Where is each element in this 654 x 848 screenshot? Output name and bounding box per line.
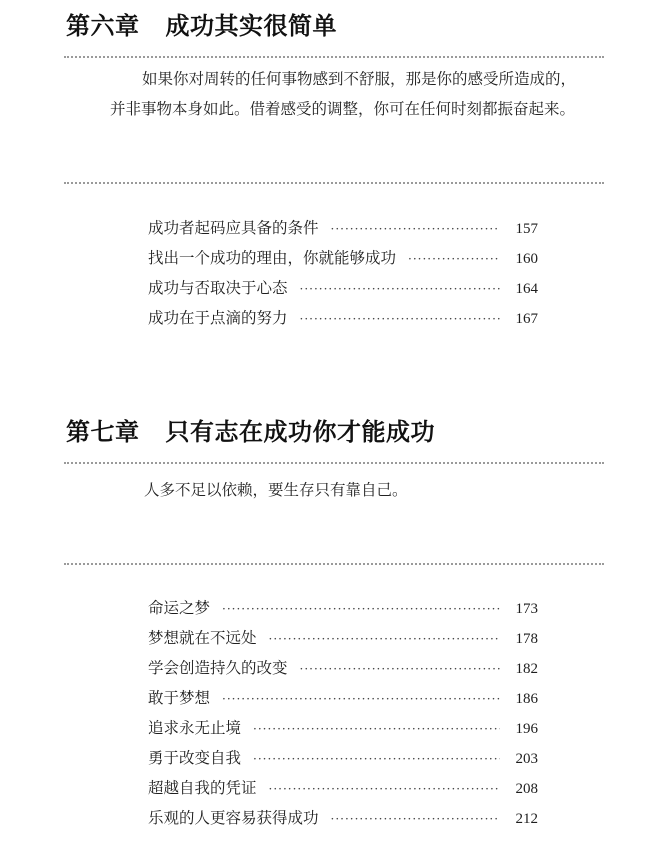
chapter-6-title: 成功其实很简单 bbox=[165, 11, 337, 40]
dot-leader bbox=[331, 812, 500, 826]
chapter-7-title: 只有志在成功你才能成功 bbox=[165, 417, 435, 446]
dot-leader bbox=[269, 782, 500, 796]
chapter-6-number: 第六章 bbox=[66, 11, 140, 40]
toc-entry-page: 157 bbox=[515, 221, 538, 237]
dot-leader bbox=[331, 222, 500, 236]
toc-entry-title: 命运之梦 bbox=[148, 599, 211, 617]
toc-entry-page: 167 bbox=[515, 311, 538, 327]
toc-entry-title: 成功在于点滴的努力 bbox=[148, 309, 288, 327]
toc-entry[interactable] bbox=[148, 626, 538, 656]
dot-leader bbox=[300, 312, 500, 326]
toc-entry-page: 173 bbox=[515, 601, 538, 617]
toc-entry[interactable] bbox=[148, 656, 538, 686]
dot-leader bbox=[300, 282, 500, 296]
chapter-7-top-divider bbox=[64, 462, 604, 464]
toc-entry-page: 208 bbox=[515, 781, 538, 797]
toc-entry[interactable] bbox=[148, 276, 538, 306]
toc-entry-title: 成功者起码应具备的条件 bbox=[148, 219, 319, 237]
toc-entry[interactable] bbox=[148, 776, 538, 806]
toc-entry-page: 164 bbox=[515, 281, 538, 297]
dot-leader bbox=[222, 692, 500, 706]
toc-entry-title: 敢于梦想 bbox=[148, 689, 211, 707]
dot-leader bbox=[408, 252, 500, 266]
chapter-6-toc bbox=[148, 216, 538, 336]
dot-leader bbox=[253, 752, 500, 766]
toc-entry-page: 196 bbox=[515, 721, 538, 737]
toc-entry-title: 超越自我的凭证 bbox=[148, 779, 257, 797]
toc-entry-title: 勇于改变自我 bbox=[148, 749, 242, 767]
toc-entry-page: 178 bbox=[515, 631, 538, 647]
toc-entry-title: 学会创造持久的改变 bbox=[148, 659, 288, 677]
chapter-6-intro: 如果你对周转的任何事物感到不舒服，那是你的感受所造成的，并非事物本身如此。借着感受的调整，你可在任何时刻都振奋起来。 bbox=[110, 70, 577, 118]
toc-entry[interactable] bbox=[148, 686, 538, 716]
chapter-6-heading bbox=[66, 6, 337, 41]
dot-leader bbox=[300, 662, 500, 676]
toc-entry[interactable] bbox=[148, 306, 538, 336]
toc-entry-title: 成功与否取决于心态 bbox=[148, 279, 288, 297]
chapter-7-bottom-divider bbox=[64, 563, 604, 565]
toc-entry-title: 乐观的人更容易获得成功 bbox=[148, 809, 319, 827]
toc-entry[interactable] bbox=[148, 716, 538, 746]
chapter-6-bottom-divider bbox=[64, 182, 604, 184]
toc-entry[interactable] bbox=[148, 596, 538, 626]
toc-entry-page: 212 bbox=[515, 811, 538, 827]
dot-leader bbox=[253, 722, 500, 736]
chapter-6-top-divider bbox=[64, 56, 604, 58]
toc-entry-page: 186 bbox=[515, 691, 538, 707]
toc-entry[interactable] bbox=[148, 246, 538, 276]
toc-entry-page: 160 bbox=[515, 251, 538, 267]
dot-leader bbox=[269, 632, 500, 646]
toc-entry-title: 梦想就在不远处 bbox=[148, 629, 257, 647]
toc-entry-title: 找出一个成功的理由，你就能够成功 bbox=[148, 249, 397, 267]
chapter-7-heading bbox=[66, 412, 435, 447]
toc-entry-page: 203 bbox=[515, 751, 538, 767]
toc-entry-page: 182 bbox=[515, 661, 538, 677]
chapter-7-toc bbox=[148, 596, 538, 836]
toc-entry-title: 追求永无止境 bbox=[148, 719, 242, 737]
toc-entry[interactable] bbox=[148, 806, 538, 836]
chapter-7-number: 第七章 bbox=[66, 417, 140, 446]
toc-entry[interactable] bbox=[148, 746, 538, 776]
dot-leader bbox=[222, 602, 500, 616]
toc-entry[interactable] bbox=[148, 216, 538, 246]
chapter-7-intro: 人多不足以依赖，要生存只有靠自己。 bbox=[144, 481, 408, 499]
